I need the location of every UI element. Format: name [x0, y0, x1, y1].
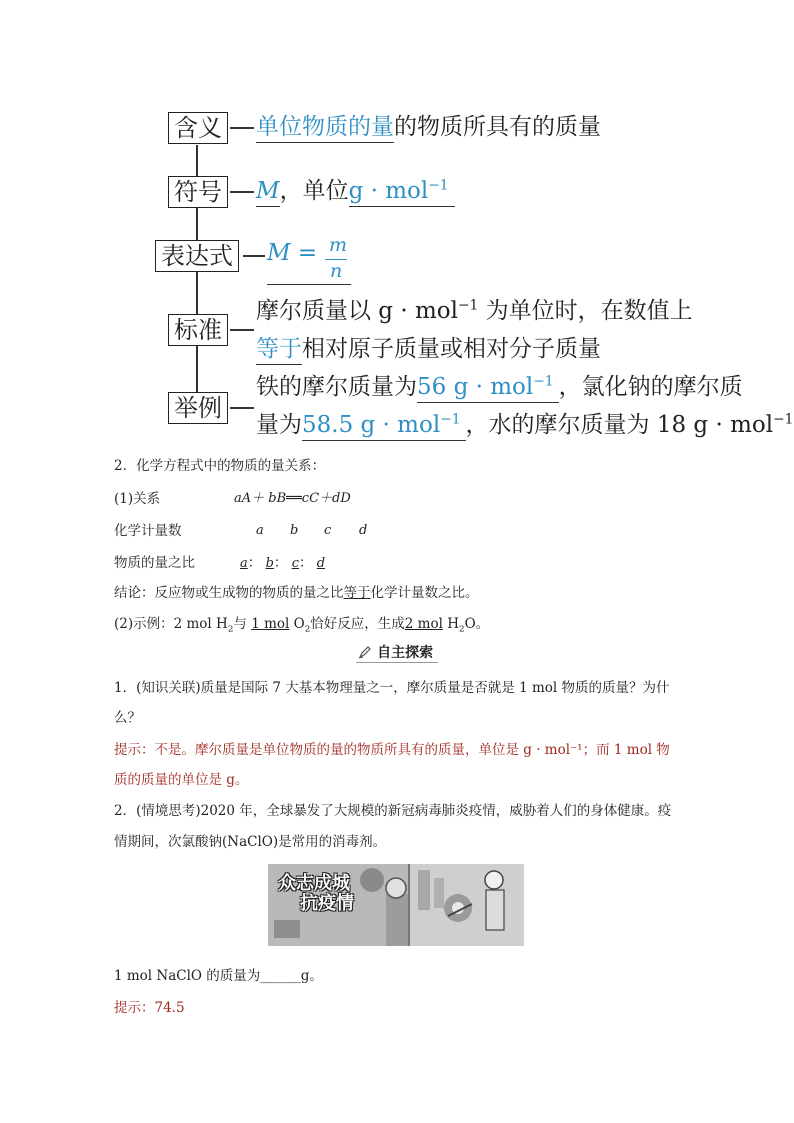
q2-line1: 2．(情境思考)2020 年，全球暴发了大规模的新冠病毒肺炎疫情，威胁着人们的身体健康。疫 — [114, 803, 672, 819]
label-box-meaning: 含义 — [168, 112, 228, 144]
connector-dash — [243, 255, 265, 257]
standard-line1: 摩尔质量以 g · mol$^{-1}$ 为单位时，在数值上 — [256, 297, 693, 324]
anti-epidemic-poster — [268, 864, 524, 946]
formula: M = m n — [267, 236, 351, 285]
coef-a: a — [256, 523, 264, 538]
label-box-expression: 表达式 — [155, 240, 239, 272]
label-box-symbol: 符号 — [168, 176, 228, 208]
q2-line2: 情期间，次氯酸钠(NaClO)是常用的消毒剂。 — [114, 834, 387, 850]
ratio-label: 物质的量之比 — [114, 555, 195, 571]
meaning-text: 单位物质的量的物质所具有的质量 — [256, 112, 601, 142]
example-line1: 铁的摩尔质量为56 g · mol$^{-1}$ ，氯化钠的摩尔质 — [256, 372, 743, 402]
nacl-blank: 58.5 g · mol$^{-1}$ — [302, 412, 466, 441]
connector-dash — [230, 329, 254, 331]
a1-line1: 提示：不是。摩尔质量是单位物质的量的物质所具有的质量，单位是 g · mol⁻¹；而 1 mol 物 — [114, 742, 670, 758]
coef-b: b — [290, 523, 299, 538]
answer: 提示：74.5 — [114, 1000, 185, 1016]
example-line: (2)示例：2 mol $H_2$与 1 mol $O_2$恰好反应，生成2 mol $H_2O$。 — [114, 616, 490, 635]
label-box-example: 举例 — [168, 392, 228, 424]
relation-label: (1)关系 — [114, 491, 161, 507]
meaning-blank: 单位物质的量 — [256, 114, 394, 143]
header-underline — [356, 662, 438, 663]
poster-title: 众志成城 抗疫情 — [278, 873, 354, 914]
coef-d: d — [359, 523, 368, 538]
standard-line2: 等于相对原子质量或相对分子质量 — [256, 334, 601, 364]
coef-label: 化学计量数 — [114, 523, 182, 539]
pen-icon — [358, 645, 372, 659]
label-box-standard: 标准 — [168, 314, 228, 346]
symbol-text: M，单位g · mol$^{-1}$ — [256, 176, 455, 206]
connector-dash — [230, 127, 254, 129]
symbol-blank: M — [256, 178, 280, 207]
unit-blank: g · mol$^{-1}$ — [349, 178, 455, 207]
equation: aA＋ bB══cC＋dD — [234, 491, 351, 506]
conclusion: 结论：反应物或生成物的物质的量之比等于化学计量数之比。 — [114, 585, 479, 601]
standard-blank: 等于 — [256, 336, 302, 365]
connector-dash — [230, 191, 254, 193]
ratio-row: a： b： c： d — [240, 555, 326, 571]
connector-dash — [230, 407, 254, 409]
explore-header: 自主探索 — [358, 642, 433, 662]
a1-line2: 质的质量的单位是 g。 — [114, 772, 249, 788]
coef-c: c — [324, 523, 332, 538]
iron-blank: 56 g · mol$^{-1}$ — [417, 374, 559, 403]
example-line2: 量为58.5 g · mol$^{-1}$ ，水的摩尔质量为 18 g · mol$^{-1}$ — [256, 410, 793, 440]
fill-question: 1 mol NaClO 的质量为______g。 — [114, 968, 323, 984]
section2-title: 2．化学方程式中的物质的量关系： — [114, 458, 326, 474]
q1-line1: 1．(知识关联)质量是国际 7 大基本物理量之一，摩尔质量是否就是 1 mol 物质的质量？为什 — [114, 680, 670, 696]
q1-line2: 么？ — [114, 710, 141, 726]
